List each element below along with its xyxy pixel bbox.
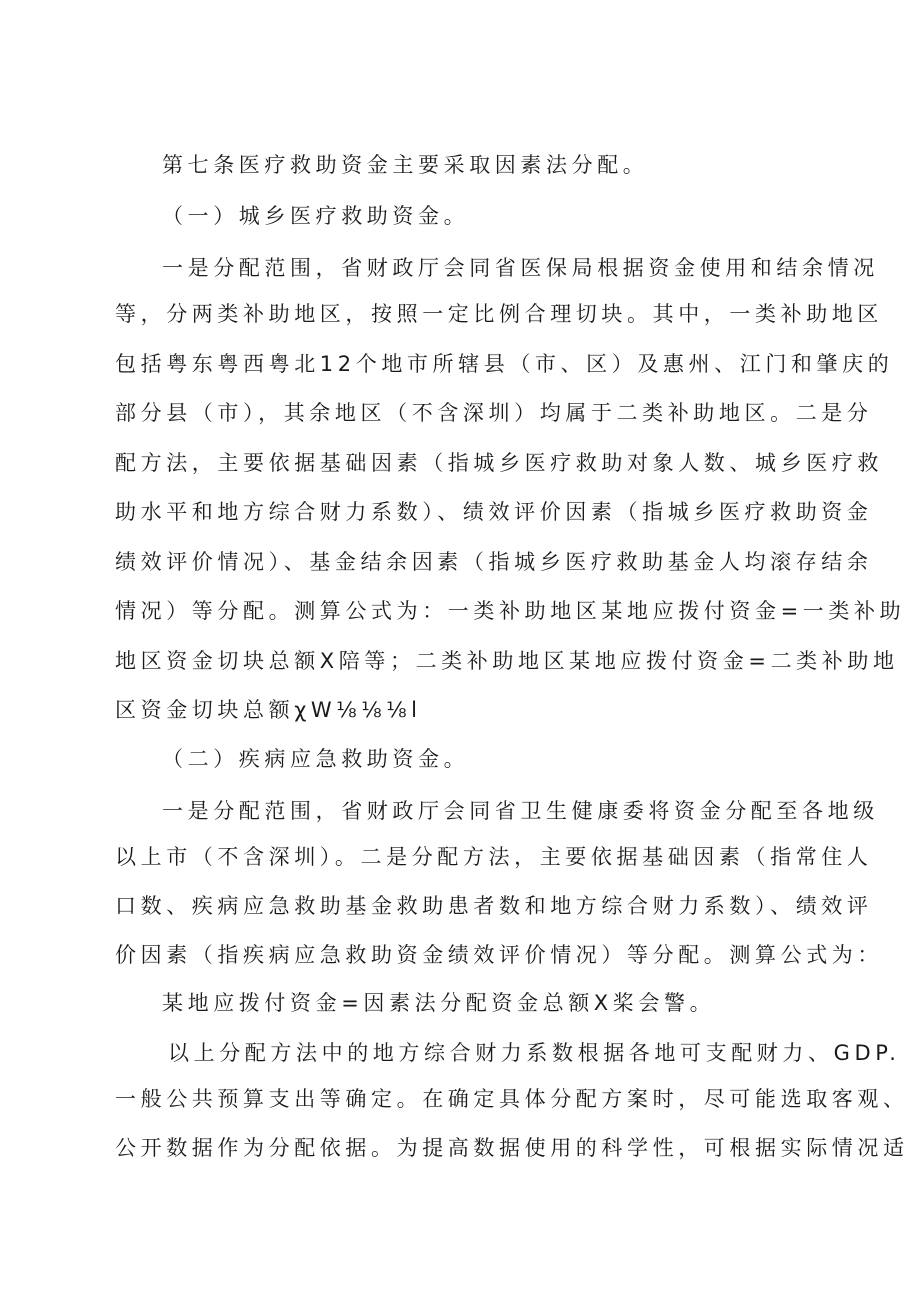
paragraph-line: 价因素（指疾病应急救助资金绩效评价情况）等分配。测算公式为：	[115, 943, 883, 967]
paragraph-line: 包括粤东粤西粤北12个地市所辖县（市、区）及惠州、江门和肇庆的	[115, 352, 894, 376]
paragraph-line: 地区资金切块总额X陪等；二类补助地区某地应拨付资金=二类补助地	[115, 649, 899, 673]
paragraph-line: 配方法，主要依据基础因素（指城乡医疗救助对象人数、城乡医疗救	[115, 451, 883, 475]
paragraph-line: 情况）等分配。测算公式为：一类补助地区某地应拨付资金=一类补助	[115, 599, 906, 623]
formula-line: 某地应拨付资金=因素法分配资金总额X桨会警。	[162, 991, 716, 1015]
paragraph-line: 助水平和地方综合财力系数）、绩效评价因素（指城乡医疗救助资金	[115, 500, 873, 524]
article-heading: 第七条医疗救助资金主要采取因素法分配。	[162, 153, 649, 177]
paragraph-line: 绩效评价情况）、基金结余因素（指城乡医疗救助基金人均滚存结余	[115, 550, 873, 574]
paragraph-line: 一般公共预算支出等确定。在确定具体分配方案时，尽可能选取客观、	[115, 1087, 909, 1111]
paragraph-line: 公开数据作为分配依据。为提高数据使用的科学性，可根据实际情况适	[115, 1136, 909, 1160]
paragraph-line: 一是分配范围，省财政厅会同省卫生健康委将资金分配至各地级	[162, 799, 879, 823]
section-title-emergency: （二）疾病应急救助资金。	[162, 747, 470, 771]
paragraph-line: 等，分两类补助地区，按照一定比例合理切块。其中，一类补助地区	[115, 302, 883, 326]
paragraph-line: 区资金切块总额χW⅛⅛⅛l	[115, 698, 422, 722]
paragraph-line: 口数、疾病应急救助基金救助患者数和地方综合财力系数）、绩效评	[115, 894, 873, 918]
paragraph-line: 以上分配方法中的地方综合财力系数根据各地可支配财力、GDP.	[168, 1041, 901, 1065]
paragraph-line: 一是分配范围，省财政厅会同省医保局根据资金使用和结余情况	[162, 256, 879, 280]
paragraph-line: 部分县（市），其余地区（不含深圳）均属于二类补助地区。二是分	[115, 401, 873, 425]
section-title-urban-rural: （一）城乡医疗救助资金。	[162, 204, 470, 228]
paragraph-line: 以上市（不含深圳）。二是分配方法，主要依据基础因素（指常住人	[115, 845, 873, 869]
